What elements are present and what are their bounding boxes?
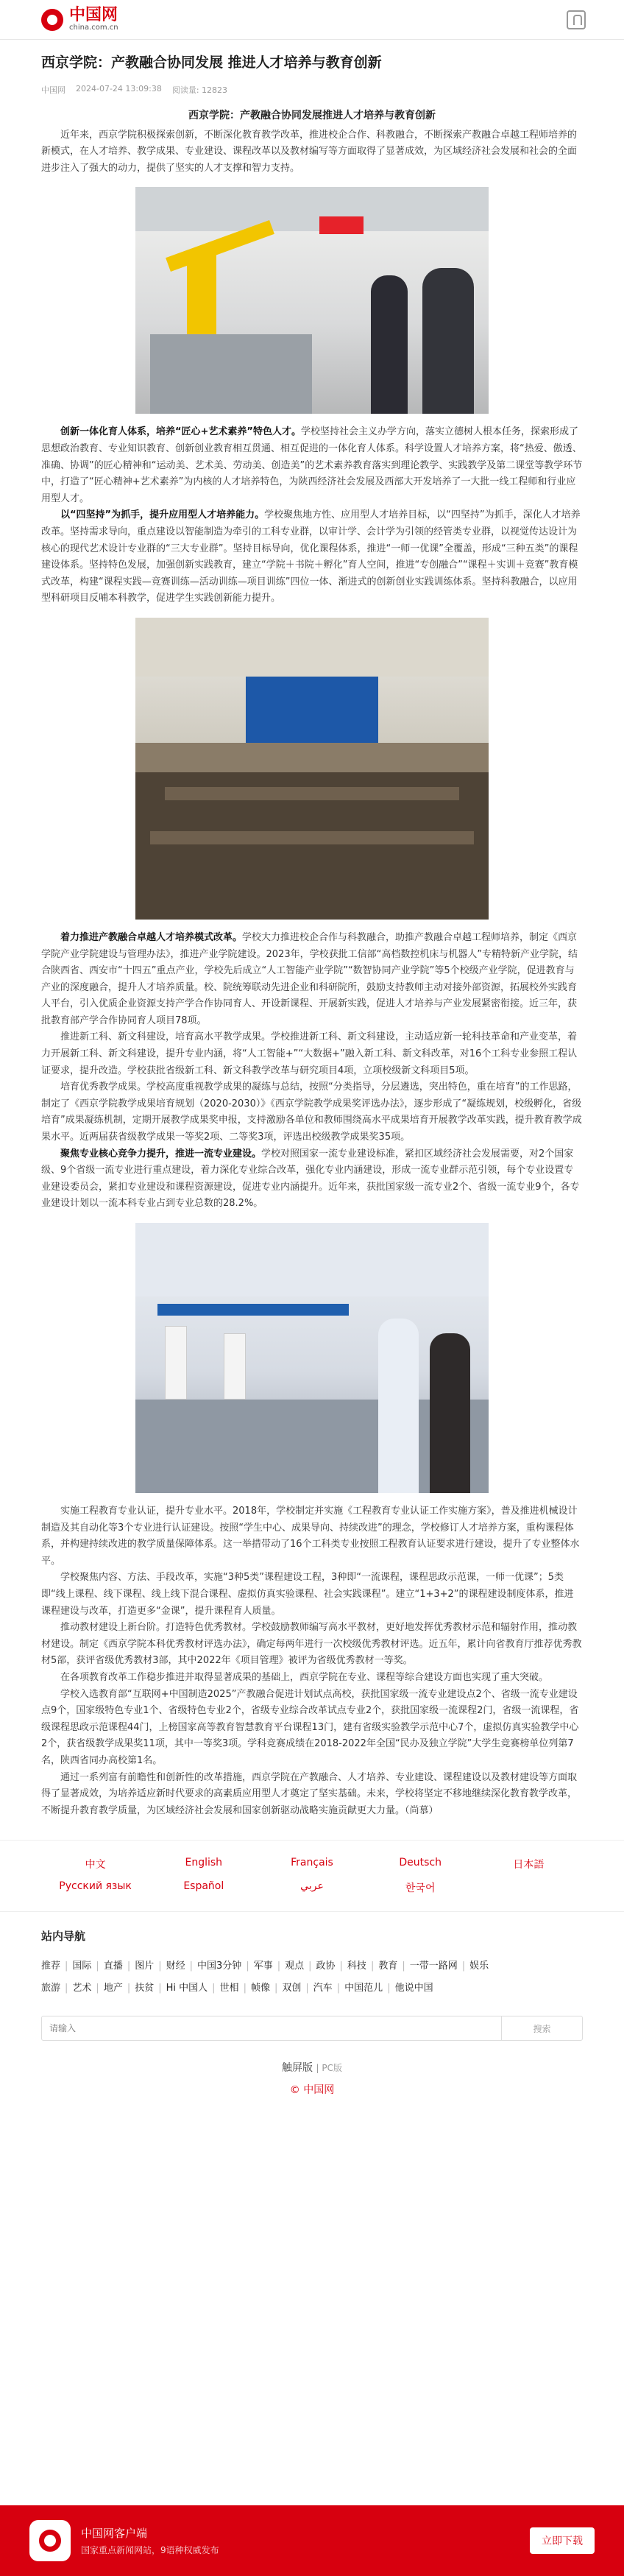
paragraph: 实施工程教育专业认证，提升专业水平。2018年，学校制定并实施《工程教育专业认证工作实施方案》，普及推进机械设计制造及其自动化等3个专业进行认证建设。按照“学生中心、成果导向、持续改进”的理念，学校修订人才培养方案，重构课程体系，并构建持续改进的教学质量保障体系。这一举措带动了16个工科类专业按照工程教育认证要求进行建设，提升了专业整体水平。 [41,1506,580,1567]
nav-link[interactable]: 图片 [135,1961,155,1972]
nav-separator: | [65,1961,68,1972]
paragraph: 近年来，西京学院积极探索创新，不断深化教育教学改革，推进校企合作、科教融合，不断探索产教融合卓越工程师培养的新模式，在人才培养、教学成果、专业建设、课程改革以及教材编写等方面取得了显著成效，为区域经济社会发展和社会的全面进步注入了强大的动力，提供了坚实的人才支撑和智力支持。 [41,129,578,174]
language-link[interactable]: 日本語 [513,1859,545,1871]
nav-link[interactable]: 政协 [316,1961,336,1972]
language-link[interactable]: Español [183,1880,224,1893]
paragraph: 培育优秀教学成果。学校高度重视教学成果的凝练与总结，按照“分类指导，分层遴选，突出特色，重在培育”的工作思路，制定了《西京学院教学成果培育规划（2020-2030）》《西京学院教学成果奖评选办法》，逐步形成了“凝练规划，校级孵化，省级培育”成果凝练机制，定期开展教学成果奖申报，支持激励各单位和教师围绕高水平成果培育开展教学改革实践，提升教育教学成果水平。近两届获省级教学成果一等奖2项、二等奖3项，评选出校级教学成果奖35项。 [41,1081,582,1143]
language-link[interactable]: 한국어 [405,1882,436,1895]
nav-link[interactable]: 双创 [282,1983,302,1994]
lab-photo [135,1223,489,1493]
nav-separator: | [277,1961,281,1972]
paragraph: 通过一系列富有前瞻性和创新性的改革措施，西京学院在产教融合、人才培养、专业建设、课程建设以及教材建设等方面取得了显著成效，为培养适应新时代要求的高素质应用型人才奠定了坚实基础。未来，学校将坚定不移地继续深化教育教学改革，不断提升教育教学质量，为区域经济社会发展和国家创新驱动战略实施贡献更大力量。（尚慕） [41,1771,578,1816]
nav-separator: | [246,1961,249,1972]
nav-link[interactable]: 教育 [378,1961,398,1972]
article-subtitle: 西京学院：产教融合协同发展推进人才培养与教育创新 [188,110,436,121]
nav-separator: | [274,1983,278,1994]
nav-row [41,1977,583,2000]
logo-mark-icon [41,9,63,31]
language-link[interactable]: 中文 [85,1859,106,1871]
search-input[interactable] [42,2016,501,2040]
language-link[interactable]: Русский язык [59,1880,132,1893]
nav-separator: | [243,1983,247,1994]
app-tagline: 国家重点新闻网站，9语种权威发布 [81,2545,219,2555]
nav-link[interactable]: 推荐 [41,1961,61,1972]
search-button[interactable]: 搜索 [501,2016,582,2040]
app-title: 中国网客户端 [81,2527,148,2540]
nav-separator: | [387,1983,391,1994]
pc-version-link[interactable]: PC版 [322,2063,342,2074]
nav-separator: | [158,1961,162,1972]
article-date: 2024-07-24 13:09:38 [76,84,162,93]
nav-separator: | [212,1983,216,1994]
language-link[interactable]: عربي [300,1880,324,1893]
copyright: © 中国网 [289,2084,335,2097]
article-body [41,107,583,1819]
article-title: 西京学院：产教融合协同发展 推进人才培养与教育创新 [41,54,382,71]
search-bar [41,2016,583,2041]
app-download-bar[interactable] [0,2505,624,2576]
paragraph: 在各项教育改革工作稳步推进并取得显著成果的基础上，西京学院在专业、课程等综合建设方面也实现了重大突破。 [60,1671,549,1683]
nav-link[interactable]: 一带一路网 [409,1961,458,1972]
nav-separator: | [158,1983,162,1994]
nav-separator: | [127,1961,131,1972]
share-icon[interactable] [567,10,586,29]
paragraph-text: 学校坚持社会主义办学方向，落实立德树人根本任务，探索形成了思想政治教育、专业知识教育、创新创业教育相互贯通、相互促进的一体化育人体系。科学设置人才培养方案，将“热爱、傲透、准确、协调”的匠心精神和“运动美、艺术美、劳动美、创造美”的艺术素养教育落实到理论教学、实践教学及第二课堂等教学环节中，打造了“匠心精神+艺术素养”为内核的人才培养特色，为陕西经济社会发展及西部大开发培养了一大批一线工程师和行业应用型人才。 [41,426,583,504]
download-button[interactable]: 立即下载 [530,2527,595,2554]
nav-link[interactable]: 中国3分钟 [197,1961,242,1972]
paragraph [41,424,583,507]
nav-link[interactable]: 他说中国 [394,1983,433,1994]
nav-link[interactable]: 艺术 [72,1983,92,1994]
article-meta [41,84,583,96]
nav-link[interactable]: 直播 [103,1961,123,1972]
site-logo[interactable] [41,7,118,32]
nav-separator: | [336,1983,341,1994]
paragraph [41,930,583,1030]
nav-separator: | [65,1983,68,1994]
top-bar [0,0,624,40]
paragraph: 推进新工科、新文科建设，培育高水平教学成果。学校推进新工科、新文科建设，主动适应新一轮科技革命和产业变革，着力开展新工科、新文科建设，提升专业内涵，将“人工智能+”“大数据+”融入新工科、新文科改革，对16个工科专业参照工程认证要求，提升改造。学校获批省级新工科、新文科教学改革与研究项目4项，立项校级新文科项目5项。 [41,1031,578,1076]
nav-link[interactable]: 军事 [253,1961,273,1972]
logo-name: 中国网 [69,5,118,24]
site-nav-title: 站内导航 [41,1930,86,1944]
paragraph-text: 学校聚焦地方性、应用型人才培养目标，以“四坚持”为抓手，深化人才培养改革。坚持需求导向，重点建设以智能制造为牵引的工科专业群，以审计学、会计学为引领的经管类专业群，以视觉传达设计为核心的现代艺术设计专业群的“三大专业群”。坚持目标导向，优化课程体系，推进“一师一优课”全覆盖，形成“三种五类”的课程建设体系。坚持特色发展，加强创新实践教育，建立“学院＋书院＋孵化”育人空间，推进“专创融合”“课程＋实训＋竞赛”教育模式改革，构建“课程实践—竞赛训练—活动训练—项目训练”四位一体、渐进式的创新创业实践训练体系。坚持科教融合，以应用型科研项目反哺本科教学，促进学生实践创新能力提升。 [41,509,581,604]
nav-link[interactable]: 观点 [285,1961,305,1972]
nav-separator: | [189,1961,194,1972]
language-link[interactable]: Français [291,1857,333,1869]
site-nav-links [0,1949,624,2000]
nav-row [41,1955,583,1977]
article-views: 阅读量: 12823 [171,85,228,95]
paragraph: 学校入选教育部“互联网+中国制造2025”产教融合促进计划试点高校，获批国家级一流专业建设点2个、省级一流专业建设点9个，国家级特色专业1个、省级特色专业2个，省级专业综合改革试点专业2个，获批国家级一流课程2门，省级一流课程，省级课程思政示范课程44门，上榜国家高等教育智慧教育平台课程13门，建有省级实验教学示范中心7个，虚拟仿真实验教学中心2个，获省级教学成果奖11项，其中一等奖3项。学科竞赛成绩在2018-2022年全国“民办及独立学院”大学生竞赛榜单位列第7名，陕西省同办高校第1名。 [41,1688,579,1766]
app-logo-icon [29,2520,71,2561]
nav-link[interactable]: 地产 [103,1983,123,1994]
paragraph-lead: 创新一体化育人体系，培养“匠心+艺术素养”特色人才。 [60,426,301,438]
nav-link[interactable]: 世相 [219,1983,239,1994]
paragraph: 推动教材建设上新台阶。打造特色优秀教材。学校鼓励教师编写高水平教材，更好地发挥优秀教材示范和辐射作用，推动教材建设。制定《西京学院本科优秀教材评选办法》，确定每两年进行一次校级优秀教材评选。近五年，累计向省教育厅推荐优秀教材5部，获评省级优秀教材3部，其中2022年《项目管理》被评为省级优秀教材一等奖。 [41,1622,582,1667]
nav-separator: | [96,1983,99,1994]
nav-link[interactable]: 娱乐 [469,1961,489,1972]
article-source: 中国网 [41,85,65,95]
paragraph-text: 学校大力推进校企合作与科教融合，助推产教融合卓越工程师培养，制定《西京学院产业学院建设与管理办法》，推进产业学院建设。2023年，学校获批工信部“高档数控机床与机器人”专精特新产业学院，结合陕西省、西安市“十四五”重点产业，学校先后成立“人工智能产业学院”“数智协同产业学院”等5个校级产业学院，促进教育与产业的深度融合，提升人才培养质量。校、院统筹联动先进企业和科研院所，鼓励支持教师主动对接外部资源，拓展校外实践育人平台，引入优质企业资源支持产学合作协同育人、开设新课程、开展新实践，促进人才培养与产业发展紧密衔接。近三年，获批教育部产学合作协同育人项目78项。 [41,931,578,1026]
nav-link[interactable]: 财经 [166,1961,185,1972]
nav-link[interactable]: Hi 中国人 [166,1983,208,1994]
nav-separator: | [127,1983,131,1994]
version-switch: 触屏版 | PC版 [282,2062,342,2075]
nav-link[interactable]: 扶贫 [135,1983,155,1994]
nav-separator: | [370,1961,375,1972]
paragraph [41,507,583,607]
article [0,52,624,1819]
nav-separator: | [308,1961,312,1972]
robot-arm-photo [135,187,489,414]
logo-url: china.com.cn [69,23,118,32]
nav-separator: | [339,1961,343,1972]
paragraph-lead: 聚焦专业核心竞争力提升，推进一流专业建设。 [60,1148,262,1160]
paragraph-lead: 着力推进产教融合卓越人才培养模式改革。 [60,931,243,943]
language-links [0,1840,624,1912]
paragraph [41,1146,583,1213]
touch-version-link[interactable]: 触屏版 [282,2062,313,2075]
nav-link[interactable]: 科技 [347,1961,366,1972]
nav-separator: | [402,1961,405,1972]
nav-link[interactable]: 中国范儿 [344,1983,383,1994]
language-link[interactable]: Deutsch [399,1857,442,1869]
nav-separator: | [461,1961,466,1972]
nav-link[interactable]: 国际 [72,1961,92,1972]
conference-photo [135,618,489,920]
nav-link[interactable]: 汽车 [313,1983,333,1994]
paragraph: 学校聚焦内容、方法、手段改革，实施“3种5类”课程建设工程，3种即“一流课程，课程思政示范课，一师一优课”；5类即“线上课程、线下课程、线上线下混合课程、虚拟仿真实验课程、社会实践课程”。建立“1+3+2”的课程建设制度体系，推进课程建设与改革，打造更多“金课”，提升课程育人质量。 [41,1572,574,1617]
nav-link[interactable]: 帧像 [250,1983,270,1994]
paragraph-text: 学校对照国家一流专业建设标准，紧扣区域经济社会发展需要，对2个国家级、9个省级一流专业进行重点建设，着力深化专业综合改革，强化专业内涵建设，形成一流专业群示范引领，每个专业设置专业建设委员会，紧扣专业建设和课程资源建设，促进专业内涵提升。近年来，获批国家级一流专业2个、省级一流专业9个，各专业建设计划以一流本科专业占到专业总数的28.2%。 [41,1148,580,1210]
paragraph-lead: 以“四坚持”为抓手，提升应用型人才培养能力。 [60,509,265,521]
nav-separator: | [305,1983,309,1994]
language-link[interactable]: English [185,1857,223,1869]
nav-separator: | [96,1961,99,1972]
nav-link[interactable]: 旅游 [41,1983,61,1994]
